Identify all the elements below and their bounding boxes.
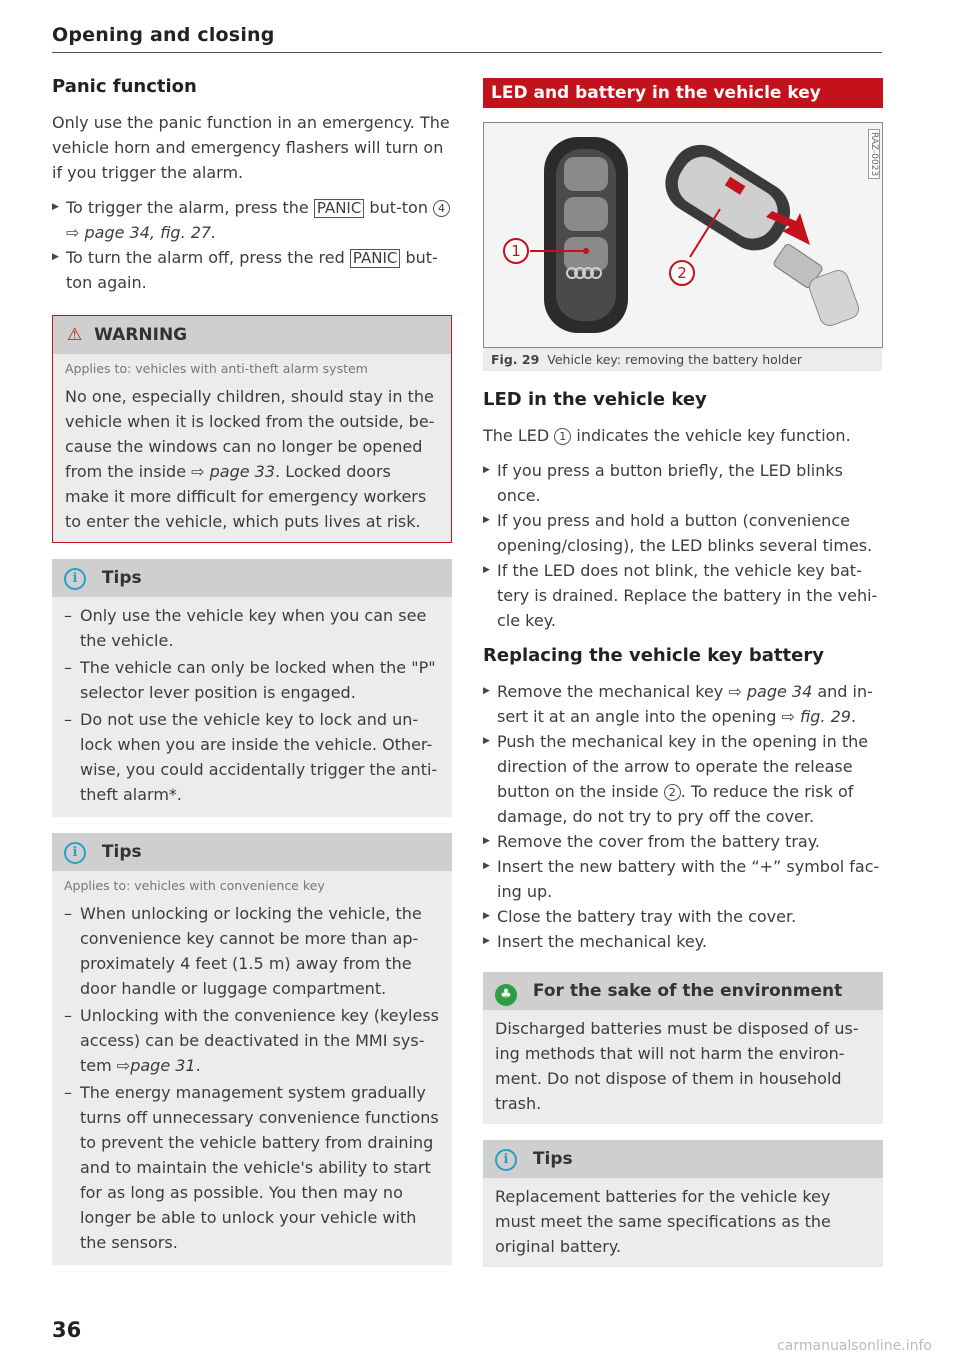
led-title: LED in the vehicle key <box>483 389 707 410</box>
tips-list <box>64 901 440 1255</box>
panic-intro: Only use the panic function in an emergency. The vehicle horn and emergency flashers will turn on if you trigger the alarm. <box>52 113 450 182</box>
tips-title: Tips <box>532 1149 573 1169</box>
warning-triangle-icon: ⚠ <box>67 325 83 345</box>
left-column <box>52 74 452 1281</box>
info-icon: i <box>64 842 86 864</box>
list-item: – Do not use the vehicle key to lock and un-lock when you are inside the vehicle. Other-wise, you could accidentally trigger the anti-theft alarm*. <box>64 707 440 807</box>
page-reference-link[interactable]: page 34 <box>746 682 813 701</box>
tips-box <box>52 559 452 817</box>
led-dot <box>583 248 589 254</box>
tips-header <box>52 559 452 597</box>
list-item: ▶ If you press a button briefly, the LED blinks once. <box>483 458 883 508</box>
warning-box <box>52 315 452 543</box>
panic-step-off: ▶ To turn the alarm off, press the red PANIC but-ton again. <box>52 245 452 295</box>
warning-text: No one, especially children, should stay in the vehicle when it is locked from the outside, be-cause the windows can no longer be opened from the inside ⇨ page 33. Locked doors make it more difficult for emergency workers to enter the vehicle, which puts lives at risk. <box>65 387 435 531</box>
ref-arrow-icon: ⇨ <box>66 223 80 242</box>
figure-label: Fig. 29 <box>491 352 540 367</box>
figure-vehicle-key <box>483 122 883 348</box>
lock-button <box>564 157 608 191</box>
callout-4: 4 <box>433 200 450 217</box>
led-intro: The LED 1 indicates the vehicle key function. <box>483 426 851 445</box>
ref-arrow-icon: ⇨ <box>728 682 742 701</box>
list-item: ▶ If you press and hold a button (convenience opening/closing), the LED blinks several times. <box>483 508 883 558</box>
panic-steps <box>52 195 452 295</box>
environment-box <box>483 972 883 1124</box>
tips-title: Tips <box>101 568 142 588</box>
environment-text: Discharged batteries must be disposed of us-ing methods that will not harm the environ-ment. Do not dispose of them in household trash. <box>495 1019 859 1113</box>
right-column <box>483 78 883 1283</box>
list-item: ▶ Insert the mechanical key. <box>483 929 883 954</box>
led-steps <box>483 458 883 633</box>
trunk-button <box>564 197 608 231</box>
watermark: carmanualsonline.info <box>777 1338 932 1354</box>
figure-reference-link[interactable]: fig. 29 <box>799 707 851 726</box>
list-item: – Unlocking with the convenience key (keyless access) can be deactivated in the MMI sys-tem ⇨page 31. <box>64 1003 440 1078</box>
callout-2-label: 2 <box>677 264 687 282</box>
tips-header <box>52 833 452 871</box>
panic-function-title: Panic function <box>52 76 197 97</box>
chapter-title: Opening and closing <box>52 24 275 46</box>
list-item: ▶ Push the mechanical key in the opening in the direction of the arrow to operate the release button on the inside 2 . To reduce the risk of damage, do not try to pry off the cover. <box>483 729 883 829</box>
callout-2: 2 <box>664 784 681 801</box>
warning-header <box>53 316 451 354</box>
callout-1: 1 <box>554 428 571 445</box>
tips-list <box>64 603 440 807</box>
environment-header <box>483 972 883 1010</box>
tips-box-convenience <box>52 833 452 1265</box>
warning-applies: Applies to: vehicles with anti-theft alarm system <box>65 361 368 376</box>
vehicle-key-illustration <box>484 123 882 347</box>
list-item: – Only use the vehicle key when you can see the vehicle. <box>64 603 440 653</box>
page-reference-link[interactable]: page 33 <box>209 462 276 481</box>
ref-arrow-icon: ⇨ <box>781 707 795 726</box>
list-item: ▶ If the LED does not blink, the vehicle key bat-tery is drained. Replace the battery in the vehi-cle key. <box>483 558 883 633</box>
list-item: ▶ Close the battery tray with the cover. <box>483 904 883 929</box>
page-reference-link[interactable]: page 31 <box>130 1056 196 1075</box>
environment-leaf-icon: ♣ <box>495 984 517 1006</box>
list-item: ▶ Remove the cover from the battery tray. <box>483 829 883 854</box>
list-item: – The energy management system gradually turns off unnecessary convenience functions to prevent the vehicle battery from draining and to maintain the vehicle's ability to start for as long as possible. You then may no longer be able to unlock your vehicle with the sensors. <box>64 1080 440 1255</box>
list-item: ▶ Remove the mechanical key ⇨ page 34 and in-sert it at an angle into the opening ⇨ fig. 29. <box>483 679 883 729</box>
panic-key-label: PANIC <box>350 249 400 268</box>
figure-code: RAZ-0023 <box>868 129 880 179</box>
battery-title: Replacing the vehicle key battery <box>483 645 824 666</box>
panic-key-label: PANIC <box>314 199 364 218</box>
key-housing-open <box>654 134 801 262</box>
info-icon: i <box>64 568 86 590</box>
page-header <box>52 24 882 53</box>
tips-box-battery <box>483 1140 883 1267</box>
list-item: – When unlocking or locking the vehicle, the convenience key cannot be more than ap-proximately 4 feet (1.5 m) away from the door handle or luggage compartment. <box>64 901 440 1001</box>
ref-arrow-icon: ⇨ <box>116 1056 131 1075</box>
tips-title: Tips <box>101 842 142 862</box>
tips-header <box>483 1140 883 1178</box>
tips-applies: Applies to: vehicles with convenience key <box>64 878 325 893</box>
info-icon: i <box>495 1149 517 1171</box>
warning-title: WARNING <box>94 325 188 345</box>
battery-steps <box>483 679 883 954</box>
list-item: – The vehicle can only be locked when the "P" selector lever position is engaged. <box>64 655 440 705</box>
callout-1-label: 1 <box>511 242 521 260</box>
figure-caption: Fig. 29 Vehicle key: removing the battery holder <box>483 348 882 371</box>
ref-arrow-icon: ⇨ <box>191 462 205 481</box>
tips-text: Replacement batteries for the vehicle key must meet the same specifications as the original battery. <box>495 1187 831 1256</box>
page-number: 36 <box>52 1318 82 1342</box>
list-item: ▶ Insert the new battery with the “+” symbol fac-ing up. <box>483 854 883 904</box>
panic-step-trigger: ▶ To trigger the alarm, press the PANIC but-ton 4⇨ page 34, fig. 27. <box>52 195 452 245</box>
page-reference-link[interactable]: page 34, fig. 27. <box>84 223 217 242</box>
environment-title: For the sake of the environment <box>532 981 843 1001</box>
section-header: LED and battery in the vehicle key <box>483 78 883 108</box>
